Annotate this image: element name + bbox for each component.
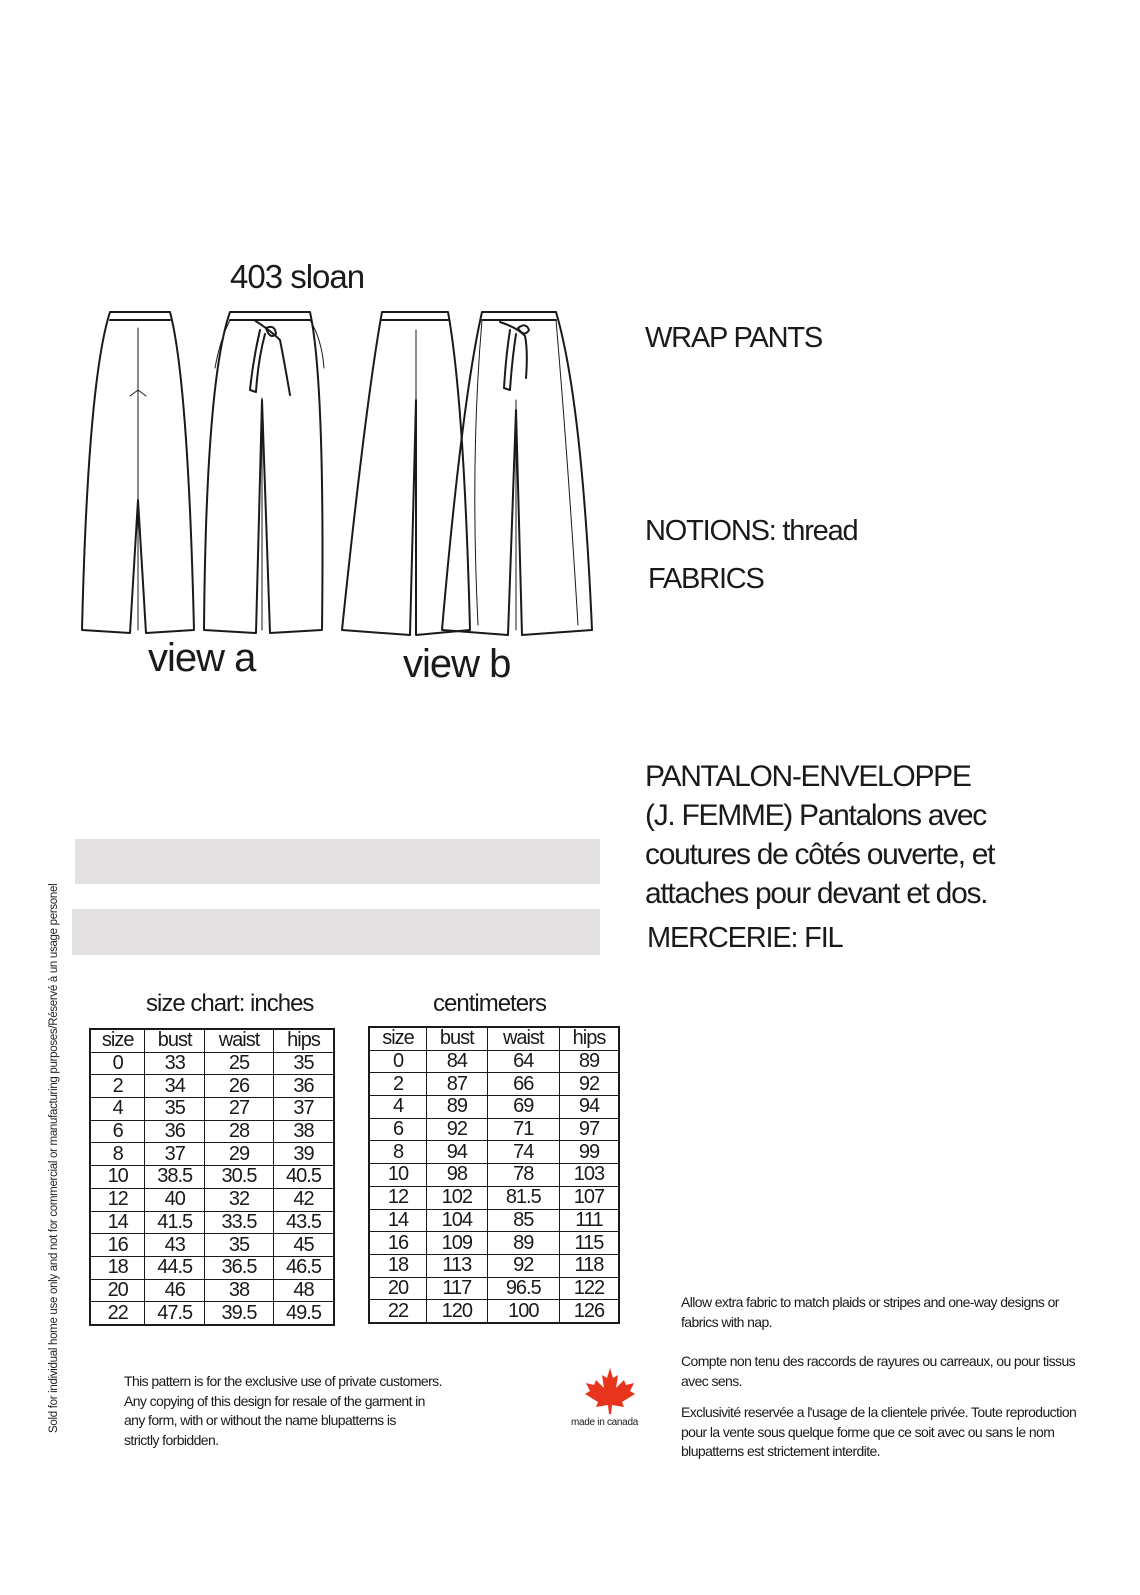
- table-row: [369, 1164, 619, 1187]
- pattern-title: 403 sloan: [230, 258, 365, 295]
- table-row: [90, 1143, 334, 1166]
- description-fr-line: attaches pour devant et dos.: [645, 877, 988, 910]
- table-cell: 89: [427, 1096, 488, 1119]
- table-row: [90, 1188, 334, 1211]
- table-row: [90, 1234, 334, 1257]
- table-cell: 98: [427, 1164, 488, 1187]
- table-row: [369, 1096, 619, 1119]
- table-cell: 0: [90, 1052, 145, 1075]
- table-row: [369, 1209, 619, 1232]
- table-cell: 39.5: [205, 1302, 274, 1325]
- description-fr-line: coutures de côtés ouverte, et: [645, 838, 995, 871]
- legal-notice-fr: Exclusivité reservée a l'usage de la clientele privée. Toute reproduction pour la vente sous quelque forme que ce soit avec ou sans le nom blupatterns est strictement interdite.: [681, 1404, 1077, 1459]
- column-header: waist: [205, 1029, 274, 1052]
- table-cell: 102: [427, 1186, 488, 1209]
- column-header: waist: [487, 1027, 559, 1050]
- table-cell: 33.5: [205, 1211, 274, 1234]
- table-row: [369, 1073, 619, 1096]
- table-cell: 20: [369, 1277, 427, 1300]
- table-cell: 35: [145, 1098, 205, 1121]
- table-cell: 38: [274, 1120, 335, 1143]
- table-cell: 14: [90, 1211, 145, 1234]
- table-cell: 111: [559, 1209, 619, 1232]
- view-a-label: view a: [148, 636, 256, 680]
- table-row: [369, 1141, 619, 1164]
- table-cell: 37: [145, 1143, 205, 1166]
- table-cell: 43.5: [274, 1211, 335, 1234]
- table-cell: 49.5: [274, 1302, 335, 1325]
- table-row: [90, 1098, 334, 1121]
- table-cell: 64: [487, 1050, 559, 1073]
- table-row: [90, 1279, 334, 1302]
- table-cell: 16: [90, 1234, 145, 1257]
- table-cell: 120: [427, 1300, 488, 1323]
- pants-illustrations: [70, 300, 610, 650]
- description-fr-line: (J. FEMME) Pantalons avec: [645, 799, 986, 832]
- table-cell: 94: [427, 1141, 488, 1164]
- legal-line: any form, with or without the name blupatterns is: [124, 1412, 396, 1428]
- table-row: [90, 1256, 334, 1279]
- table-cell: 94: [559, 1096, 619, 1119]
- legal-line: strictly forbidden.: [124, 1431, 219, 1448]
- table-cell: 81.5: [487, 1186, 559, 1209]
- side-disclaimer: Sold for individual home use only and not for commercial or manufacturing purposes/Réservé à un usage personel: [48, 883, 60, 1433]
- table-cell: 100: [487, 1300, 559, 1323]
- table-cell: 29: [205, 1143, 274, 1166]
- table-cell: 118: [559, 1254, 619, 1277]
- table-cell: 126: [559, 1300, 619, 1323]
- table-cell: 66: [487, 1073, 559, 1096]
- table-cell: 0: [369, 1050, 427, 1073]
- table-row: [369, 1300, 619, 1323]
- column-header: bust: [145, 1029, 205, 1052]
- table-cell: 8: [90, 1143, 145, 1166]
- table-cell: 43: [145, 1234, 205, 1257]
- table-cell: 10: [369, 1164, 427, 1187]
- table-cell: 107: [559, 1186, 619, 1209]
- table-cell: 38.5: [145, 1166, 205, 1189]
- table-cell: 104: [427, 1209, 488, 1232]
- table-cell: 71: [487, 1118, 559, 1141]
- fabrics-en: FABRICS: [648, 563, 764, 595]
- table-cell: 38: [205, 1279, 274, 1302]
- size-chart-inches-title: size chart: inches: [146, 990, 314, 1017]
- mercerie-fr: MERCERIE: FIL: [647, 922, 843, 954]
- legal-line: Any copying of this design for resale of the garment in: [124, 1392, 425, 1409]
- made-in-canada: made in canada: [571, 1417, 638, 1428]
- notions-en: NOTIONS: thread: [645, 515, 858, 547]
- table-cell: 33: [145, 1052, 205, 1075]
- table-row: [369, 1254, 619, 1277]
- table-row: [90, 1166, 334, 1189]
- table-cell: 84: [427, 1050, 488, 1073]
- grey-bar: [75, 839, 600, 884]
- table-cell: 46: [145, 1279, 205, 1302]
- view-a-back-drawing: [82, 312, 194, 633]
- fabric-note-en: Allow extra fabric to match plaids or stripes and one-way designs or fabrics with nap.: [681, 1294, 1059, 1330]
- table-cell: 10: [90, 1166, 145, 1189]
- table-cell: 12: [369, 1186, 427, 1209]
- garment-title-en: WRAP PANTS: [645, 322, 823, 354]
- table-cell: 37: [274, 1098, 335, 1121]
- table-cell: 89: [559, 1050, 619, 1073]
- table-cell: 48: [274, 1279, 335, 1302]
- column-header: bust: [427, 1027, 488, 1050]
- table-cell: 4: [90, 1098, 145, 1121]
- table-cell: 40: [145, 1188, 205, 1211]
- table-cell: 42: [274, 1188, 335, 1211]
- table-cell: 2: [369, 1073, 427, 1096]
- table-cell: 46.5: [274, 1256, 335, 1279]
- column-header: size: [90, 1029, 145, 1052]
- table-cell: 6: [369, 1118, 427, 1141]
- table-cell: 6: [90, 1120, 145, 1143]
- table-cell: 20: [90, 1279, 145, 1302]
- description-fr-line: PANTALON-ENVELOPPE: [645, 760, 971, 793]
- table-header-row: [90, 1029, 334, 1052]
- table-cell: 113: [427, 1254, 488, 1277]
- table-cell: 44.5: [145, 1256, 205, 1279]
- table-cell: 36: [274, 1075, 335, 1098]
- table-row: [90, 1302, 334, 1325]
- table-cell: 35: [205, 1234, 274, 1257]
- table-cell: 35: [274, 1052, 335, 1075]
- table-cell: 36: [145, 1120, 205, 1143]
- column-header: hips: [274, 1029, 335, 1052]
- size-chart-cm: [368, 1026, 620, 1324]
- table-cell: 22: [90, 1302, 145, 1325]
- table-row: [90, 1120, 334, 1143]
- table-cell: 25: [205, 1052, 274, 1075]
- table-cell: 115: [559, 1232, 619, 1255]
- view-b-back-drawing: [342, 312, 470, 635]
- legal-line: This pattern is for the exclusive use of private customers.: [124, 1373, 442, 1389]
- table-row: [369, 1277, 619, 1300]
- column-header: hips: [559, 1027, 619, 1050]
- table-cell: 45: [274, 1234, 335, 1257]
- table-cell: 74: [487, 1141, 559, 1164]
- table-cell: 18: [90, 1256, 145, 1279]
- table-cell: 103: [559, 1164, 619, 1187]
- table-cell: 87: [427, 1073, 488, 1096]
- size-chart-cm-title: centimeters: [433, 990, 547, 1017]
- table-cell: 27: [205, 1098, 274, 1121]
- table-cell: 89: [487, 1232, 559, 1255]
- table-row: [90, 1075, 334, 1098]
- table-row: [369, 1232, 619, 1255]
- table-cell: 32: [205, 1188, 274, 1211]
- table-cell: 22: [369, 1300, 427, 1323]
- table-header-row: [369, 1027, 619, 1050]
- table-cell: 4: [369, 1096, 427, 1119]
- table-cell: 117: [427, 1277, 488, 1300]
- table-cell: 16: [369, 1232, 427, 1255]
- table-cell: 109: [427, 1232, 488, 1255]
- table-cell: 99: [559, 1141, 619, 1164]
- table-cell: 96.5: [487, 1277, 559, 1300]
- table-cell: 2: [90, 1075, 145, 1098]
- table-cell: 78: [487, 1164, 559, 1187]
- table-cell: 12: [90, 1188, 145, 1211]
- table-cell: 28: [205, 1120, 274, 1143]
- description-fr: [645, 757, 1115, 913]
- maple-leaf-icon: [582, 1366, 638, 1416]
- table-cell: 30.5: [205, 1166, 274, 1189]
- table-cell: 69: [487, 1096, 559, 1119]
- table-cell: 41.5: [145, 1211, 205, 1234]
- table-cell: 97: [559, 1118, 619, 1141]
- table-cell: 122: [559, 1277, 619, 1300]
- size-chart-inches: [89, 1028, 335, 1326]
- table-cell: 39: [274, 1143, 335, 1166]
- table-cell: 85: [487, 1209, 559, 1232]
- table-cell: 26: [205, 1075, 274, 1098]
- table-cell: 8: [369, 1141, 427, 1164]
- table-cell: 92: [427, 1118, 488, 1141]
- table-cell: 18: [369, 1254, 427, 1277]
- legal-notice-en: [124, 1372, 544, 1450]
- table-cell: 34: [145, 1075, 205, 1098]
- view-b-label: view b: [403, 642, 511, 686]
- table-row: [369, 1050, 619, 1073]
- fabric-note-fr: Compte non tenu des raccords de rayures ou carreaux, ou pour tissus avec sens.: [681, 1353, 1076, 1389]
- column-header: size: [369, 1027, 427, 1050]
- table-cell: 36.5: [205, 1256, 274, 1279]
- table-cell: 47.5: [145, 1302, 205, 1325]
- table-row: [90, 1052, 334, 1075]
- table-row: [90, 1211, 334, 1234]
- table-row: [369, 1186, 619, 1209]
- grey-bar: [72, 909, 600, 955]
- view-a-front-drawing: [204, 312, 324, 633]
- table-cell: 92: [487, 1254, 559, 1277]
- table-row: [369, 1118, 619, 1141]
- table-cell: 14: [369, 1209, 427, 1232]
- table-cell: 92: [559, 1073, 619, 1096]
- table-cell: 40.5: [274, 1166, 335, 1189]
